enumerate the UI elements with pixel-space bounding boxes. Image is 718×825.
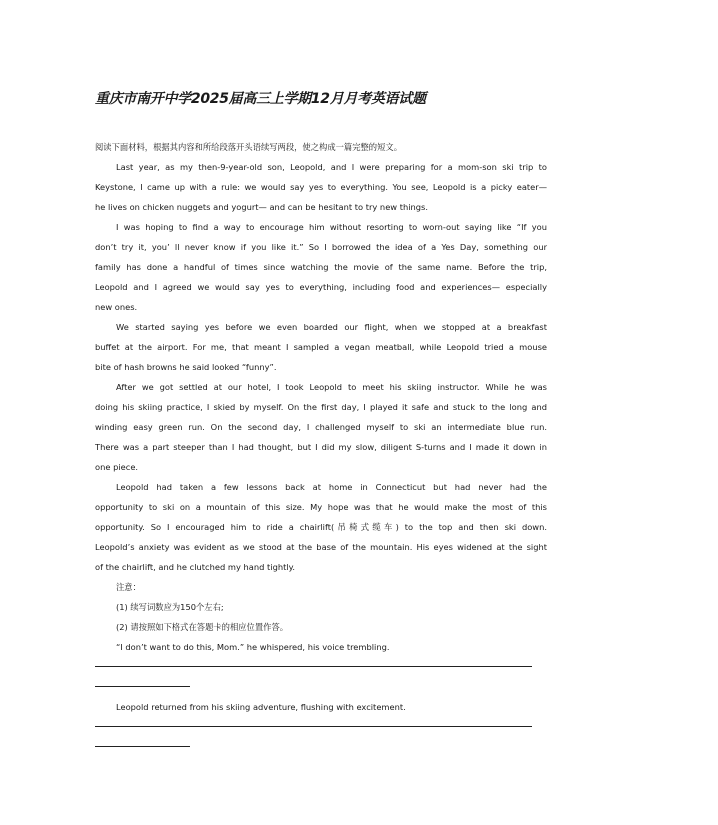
answer-line: [95, 657, 547, 677]
passage-line: doing his skiing practice, I skied by myself. On the first day, I played it safe and stuck to the long and: [95, 402, 547, 412]
passage-line: opportunity to ski on a mountain of this size. My hope was that he would make the most of this: [95, 502, 547, 512]
passage-line: Keystone, I came up with a rule: we would say yes to everything. You see, Leopold is a picky eater—: [95, 182, 547, 192]
passage-line: We started saying yes before we even boarded our flight, when we stopped at a breakfast: [116, 322, 547, 332]
passage-line: family has done a handful of times since watching the movie of the same name. Before the trip,: [95, 262, 547, 272]
passage-line: opportunity. So I encouraged him to ride a chairlift(吊椅式缆车) to the top and then ski down.: [95, 522, 547, 532]
passage-line: he lives on chicken nuggets and yogurt— and can be hesitant to try new things.: [95, 202, 429, 212]
passage-line: buffet at the airport. For me, that meant I sampled a vegan meatball, while Leopold tried a mouse: [95, 342, 547, 352]
answer-line: [95, 737, 547, 757]
page-title: 重庆市南开中学2025届高三上学期12月月考英语试题: [95, 91, 426, 107]
passage-line: don’t try it, you’ ll never know if you like it.” So I borrowed the idea of a Yes Day, something our: [95, 242, 547, 252]
document-body: [95, 137, 547, 757]
answer-line: [95, 677, 547, 697]
notes-item: (2) 请按照如下格式在答题卡的相应位置作答。: [116, 622, 289, 632]
notes-heading: 注意：: [116, 582, 141, 592]
passage-line: bite of hash browns he said looked “funny”.: [95, 362, 277, 372]
instruction-text: 阅读下面材料，根据其内容和所给段落开头语续写两段，使之构成一篇完整的短文。: [95, 142, 402, 152]
passage-line: new ones.: [95, 302, 138, 312]
continuation-opening: Leopold returned from his skiing adventure, flushing with excitement.: [116, 702, 406, 712]
passage-line: Leopold’s anxiety was evident as we stood at the base of the mountain. His eyes widened at the sight: [95, 542, 547, 552]
continuation-opening: “I don’t want to do this, Mom.” he whispered, his voice trembling.: [116, 642, 390, 652]
passage-line: Leopold had taken a few lessons back at home in Connecticut but had never had the: [116, 482, 547, 492]
passage-line: one piece.: [95, 462, 139, 472]
passage-line: winding easy green run. On the second day, I challenged myself to ski an intermediate blue run.: [95, 422, 547, 432]
passage-line: After we got settled at our hotel, I took Leopold to meet his skiing instructor. While he was: [116, 382, 547, 392]
passage-line: Last year, as my then-9-year-old son, Leopold, and I were preparing for a mom-son ski trip to: [116, 162, 547, 172]
notes-item: (1) 续写词数应为150个左右;: [116, 602, 224, 612]
passage-line: I was hoping to find a way to encourage him without resorting to worn-out saying like “If you: [116, 222, 547, 232]
answer-line: [95, 717, 547, 737]
passage-line: of the chairlift, and he clutched my hand tightly.: [95, 562, 296, 572]
passage-line: Leopold and I agreed we would say yes to everything, including food and experiences— especially: [95, 282, 547, 292]
passage-line: There was a part steeper than I had thought, but I did my slow, diligent S-turns and I made it down in: [95, 442, 547, 452]
